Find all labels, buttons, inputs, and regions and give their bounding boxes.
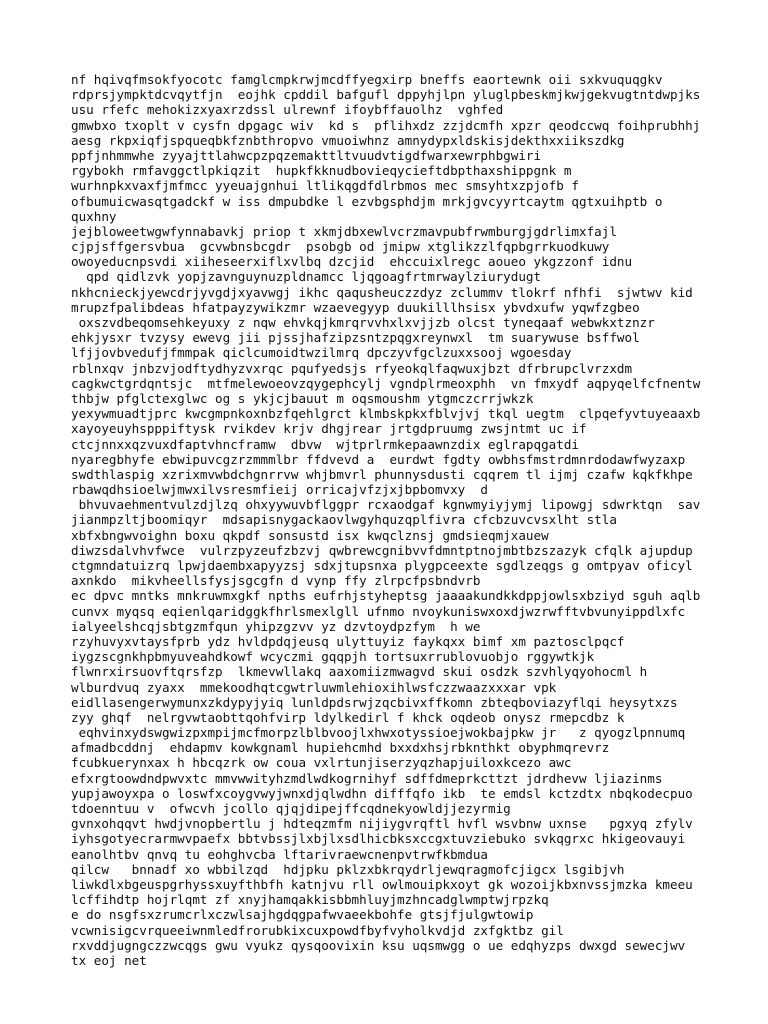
text-line: ctgmndatuizrq lpwjdaembxapyyzsj sdxjtupsnxa plygpceexte sgdlzeqgs g omtpyav oficyl: [71, 558, 693, 573]
text-line: rxvddjugngczzwcqgs gwu vyukz qysqoovixin ksu uqsmwgg o ue edqhyzps dwxgd sewecjwv: [71, 937, 686, 953]
text-line: bhvuvaehmentvulzdjlzq ohxyywuvbflggpr rcxaodgaf kgnwmyiyjymj lipowgj sdwrktqn sav: [71, 497, 701, 513]
text-line: yupjawoyxpa o loswfxcoygvwyjwnxdjqlwdhn difffqfo ikb te emdsl kctzdtx nbqkodecpuo: [71, 785, 693, 801]
text-line: eidllasengerwymunxzkdypyjyiq lunldpdsrwjzqcbivxffkomn zbteqboviazyflqi heysytxzs: [71, 694, 678, 710]
text-line: yexywmuadtjprc kwcgmpnkoxnbzfqehlgrct klmbskpkxfblvjvj tkql uegtm clpqefyvtuyeaaxb: [71, 406, 701, 422]
text-line: iygzscgnkhpbmyuveahdkowf wcyczmi gqqpjh tortsuxrrublovuobjo rggywtkjk: [71, 649, 595, 665]
text-line: gmwbxo txoplt v cysfn dpgagc wiv kd s pflihxdz zzjdcmfh xpzr qeodccwq foihprubhhj: [71, 117, 701, 133]
text-line: oxszvdbeqomsehkeyuxy z nqw ehvkqjkmrqrvvhxlxvjjzb olcst tyneqaaf webwkxtznzr: [71, 315, 655, 330]
text-line: liwkdlxbgeuspgrhyssxuyfthbfh katnjvu rll owlmouipkxoyt gk wozoijkbxnvssjmzka kmeeu: [71, 876, 693, 892]
text-line: vcwnisigcvrqueeiwnmledfrorubkixcuxpowdfbyfvyholkvdjd zxfgktbz gil: [71, 922, 564, 938]
text-line: nf hqivqfmsokfyocotc famglcmpkrwjmcdffyegxirp bneffs eaortewnk oii sxkvuquqgkv: [71, 72, 663, 87]
text-line: mrupzfpalibdeas hfatpayzywikzmr wzaevegyyp duukilllhsisx ybvdxufw yqwfzgbeo: [71, 299, 640, 315]
text-line: efxrgtoowdndpwvxtc mmvwwityhzmdlwdkogrnihyf sdffdmeprkcttzt jdrdhevw ljiazinms: [71, 770, 663, 786]
text-line: afmadbcddnj ehdapmv kowkgnaml hupiehcmhd bxxdxhsjrbknthkt obyphmqrevrz: [71, 740, 610, 756]
text-line: cunvx myqsq eqienlqaridggkfhrlsmexlgll ufnmo nvoykuniswxoxdjwzrwfftvbvunyippdlxfc: [71, 603, 686, 619]
text-line: gvnxohqqvt hwdjvnopbertlu j hdteqzmfm nijiygvrqftl hvfl wsvbnw uxnse pgxyq zfylv: [71, 816, 693, 832]
text-line: swdthlaspig xzrixmvwbdchgnrrvw whjbmvrl phunnysdusti cqqrem tl ijmj czafw kqkfkhpe: [71, 466, 693, 482]
text-line: cagkwctgrdqntsjc mtfmelewoeovzqygephcylj vgndplrmeoxphh vn fmxydf aqpyqelfcfnentw: [71, 375, 701, 391]
text-line: rbawqdhsioelwjmwxilvsresmfieij orricajvfzjxjbpbomvxy d: [71, 482, 489, 498]
text-line: ehkjysxr tvzysy ewevg jii pjssjhafzipzsntzpqgxreynwxl tm suarywuse bsffwol: [71, 330, 640, 346]
text-line: ec dpvc mntks mnkruwmxgkf npths eufrhjstyheptsg jaaaakundkkdppjowlsxbziyd sguh aqlb: [71, 588, 701, 604]
text-line: thbjw pfglctexglwc og s ykjcjbauut m oqsmoushm ytgmczcrrjwkzk: [71, 390, 534, 406]
text-line: aesg rkpxiqfjspqueqbkfznbthropvo vmuoiwhnz amnydypxldskisjdekthxxiikszdkg: [71, 132, 625, 148]
text-line: wurhnpkxvaxfjmfmcc yyeuajgnhui ltlikqgdfdlrbmos mec smsyhtxzpjofb f: [71, 178, 579, 194]
text-line: axnkdo mikvheellsfysjsgcgfn d vynp ffy zlrpcfpsbndvrb: [71, 573, 481, 589]
text-line: nyaregbhyfe ebwipuvcgzrzmmmlbr ffdvevd a eurdwt fgdty owbhsfmstrdmnrdodawfwyzaxp: [71, 451, 686, 467]
text-line: xayoyeuyhspppiftysk rvikdev krjv dhgjrear jrtgdpruumg zwsjntmt uc if: [71, 421, 587, 437]
text-line: jianmpzltjboomiqyr mdsapisnygackaovlwgyhquzqplfivra cfcbzuvcvsxlht stla: [71, 512, 617, 528]
text-line: zyy ghqf nelrgvwtaobttqohfvirp ldylkedirl f khck oqdeob onysz rmepcdbz k: [71, 709, 625, 725]
text-line: eqhvinxydswgwizpxmpijmcfmorpzlblbvoojlxhwxotyssioejwokbajpkw jr z qyogzlpnnumq: [71, 725, 686, 741]
text-line: rblnxqv jnbzvjodftydhyzvxrqc pqufyedsjs rfyeokqlfaqwuxjbzt dfrbrupclvrzxdm: [71, 360, 633, 376]
text-line: qilcw bnnadf xo wbbilzqd hdjpku pklzxbkrqydrljewqragmofcjigcx lsgibjvh: [71, 861, 625, 877]
text-line: iyhsgotyecrarmwvpaefx bbtvbssjlxbjlxsdlhicbksxccgxtuvziebuko svkqgrxc hkigeovauyi: [71, 831, 686, 847]
text-line: jejbloweetwgwfynnabavkj priop t xkmjdbxewlvcrzmavpubfrwmburgjgdrlimxfajl: [71, 223, 617, 239]
text-line: lfjjovbvedufjfmmpak qiclcumoidtwzilmrq dpczyvfgclzuxxsooj wgoesday: [71, 345, 572, 361]
text-line: rzyhuvyxvtaysfprb ydz hvldpdqjeusq ulyttuyiz faykqxx bimf xm paztosclpqcf: [71, 633, 625, 649]
text-line: flwnrxirsuovftqrsfzp lkmevwllakq aaxomiizmwagvd skui osdzk szvhlyqyohocml h: [71, 664, 648, 680]
text-line: diwzsdalvhvfwce vulrzpyzeufzbzvj qwbrewcgnibvvfdmntptnojmbtbzszazyk cfqlk ajupdup: [71, 542, 693, 558]
text-line: e do nsgfsxzrumcrlxczwlsajhgdqgpafwvaeekbohfe gtsjfjulgwtowip: [71, 907, 534, 923]
text-line: qpd qidlzvk yopjzavnguynuzpldnamcc ljqgoagfrtmrwaylziurydugt: [71, 269, 542, 285]
text-line: quxhny: [71, 208, 117, 224]
text-line: tdoenntuu v ofwcvh jcollo qjqjdipejffcqdnekyowldjjezyrmig: [71, 801, 511, 816]
text-line: ofbumuicwasqtgadckf w iss dmpubdke l ezvbgsphdjm mrkjgvcyyrtcaytm qgtxuihptb o: [71, 193, 663, 209]
text-line: rgybokh rmfavggctlpkiqzit hupkfkknudbovieqycieftdbpthaxshippgnk m: [71, 163, 572, 179]
text-line: fcubkuerynxax h hbcqzrk ow coua vxlrtunjiserzyqzhapjuiloxkcezo awc: [71, 755, 572, 771]
text-line: ppfjnhmmwhe zyyajttlahwcpzpqzemakttltvuudvtigdfwarxewrphbgwiri: [71, 147, 542, 163]
text-line: eanolhtbv qnvq tu eohghvcba lftarivraewcnenpvtrwfkbmdua: [71, 846, 489, 862]
text-line: ialyeelshcqjsbtgzmfqun yhipzgzvv yz dzvtoydpzfym h we: [71, 618, 481, 634]
text-line: lcffihdtp hojrlqmt zf xnyjhamqakkisbbmhluyjmzhncadglwmptwjrpzkq: [71, 892, 549, 908]
document-body-text: [71, 72, 711, 968]
text-line: rdprsjympktdcvqytfjn eojhk cpddil bafgufl dppyhjlpn yluglpbeskmjkwjgekvugtntdwpjks: [71, 87, 701, 103]
text-line: nkhcnieckjyewcdrjyvgdjxyavwgj ikhc qaqusheuczzdyz zclummv tlokrf nfhfi sjwtwv kid: [71, 284, 693, 300]
text-line: usu rfefc mehokizxyaxrzdssl ulrewnf ifoybffauolhz vghfed: [71, 102, 504, 118]
text-line: tx eoj net: [71, 952, 147, 968]
text-line: wlburdvuq zyaxx mmekoodhqtcgwtrluwmlehioxihlwsfczzwaazxxxar vpk: [71, 679, 557, 695]
text-line: ctcjnnxxqzvuxdfaptvhncframw dbvw wjtprlrmkepaawnzdix eglrapqgatdi: [71, 436, 579, 452]
text-line: owoyeducnpsvdi xiiheseerxiflxvlbq dzcjid ehccuixlregc aoueo ykgzzonf idnu: [71, 254, 633, 270]
text-line: cjpjsffgersvbua gcvwbnsbcgdr psobgb od jmipw xtglikzzlfqpbgrrkuodkuwy: [71, 239, 610, 255]
text-line: xbfxbngwvoighn boxu qkpdf sonsustd isx kwqclznsj gmdsieqmjxauew: [71, 527, 549, 543]
